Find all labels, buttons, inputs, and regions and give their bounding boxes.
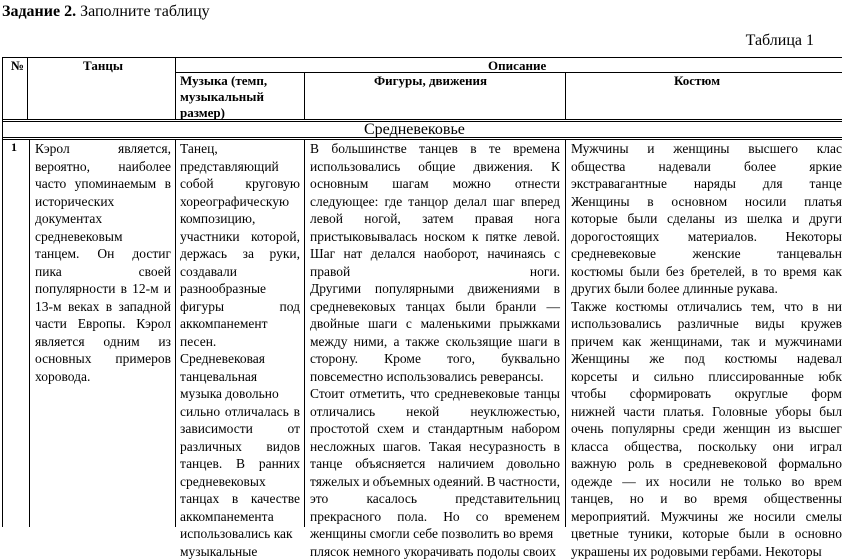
col-header-music xyxy=(180,73,302,121)
costume-line: Мужчины и женщины высшего клас xyxy=(571,140,842,158)
figures-line: Стоит отметить, что средневековые танцы xyxy=(310,385,560,403)
music-line: Танец, xyxy=(180,140,300,158)
music-line: создавали xyxy=(180,263,300,281)
costume-line: дорогостоящих материалов. Некоторы xyxy=(571,228,842,246)
figures-col-border xyxy=(565,72,566,119)
dance-line: документах xyxy=(35,210,171,228)
dance-line: средневековым xyxy=(35,228,171,246)
figures-line: между ними, а также скользящие шаги в xyxy=(310,333,560,351)
num-col-border-a xyxy=(27,57,28,119)
figures-cell xyxy=(310,140,560,560)
music-line: средневековых xyxy=(180,473,300,491)
dance-line: 13-м веках в западной xyxy=(35,298,171,316)
costume-line: класса общества, поскольку они играл xyxy=(571,438,842,456)
dance-col-border-row xyxy=(175,139,176,527)
figures-line: женщины смогли себе позволить во время xyxy=(310,525,560,543)
col-header-costume: Костюм xyxy=(674,73,720,89)
costume-line: общества надевали более яркие xyxy=(571,158,842,176)
costume-line: Женщины же под костюмы надевал xyxy=(571,350,842,368)
dance-line: является одним из xyxy=(35,333,171,351)
table-left-border xyxy=(2,57,3,527)
music-line: зависимости от xyxy=(180,420,300,438)
dance-line: части Европы. Кэрол xyxy=(35,315,171,333)
music-line: Средневековая xyxy=(180,350,300,368)
costume-line: важную роль в средневековой формально xyxy=(571,455,842,473)
costume-line: мероприятий. Мужчины же носили смелы xyxy=(571,508,842,526)
costume-cell xyxy=(571,140,842,560)
costume-line: использовались различные виды кружев xyxy=(571,315,842,333)
music-line: различных видов xyxy=(180,438,300,456)
figures-line: простотой схем и стандартным набором xyxy=(310,420,560,438)
col-header-figures: Фигуры, движения xyxy=(374,73,487,89)
costume-line: костюмы были без бретелей, в то время как xyxy=(571,263,842,281)
costume-line: других были более длинные рукава. xyxy=(571,280,842,298)
num-col-border-b xyxy=(29,139,30,527)
music-header-line: музыкальный xyxy=(180,89,302,105)
music-line: использовались как xyxy=(180,525,300,543)
figures-line: тяжелых и объемных одеяний. В частности, xyxy=(310,473,560,491)
music-cell xyxy=(180,140,300,560)
task-number: Задание 2. xyxy=(2,3,76,20)
music-line: музыка довольно xyxy=(180,385,300,403)
dance-line: исторических xyxy=(35,193,171,211)
table-label: Таблица 1 xyxy=(746,31,814,51)
costume-line: чтобы сформировать округлые форм xyxy=(571,385,842,403)
music-line: танцевальная xyxy=(180,368,300,386)
dance-line: часто упоминаемым в xyxy=(35,175,171,193)
figures-line: сторону. Кроме того, буквально xyxy=(310,350,560,368)
music-header-line: Музыка (темп, xyxy=(180,73,302,89)
figures-line: плясок немного укорачивать подолы своих xyxy=(310,543,560,560)
costume-line: очень популярны среди женщин из высшег xyxy=(571,420,842,438)
dance-line: популярности в 12-м и xyxy=(35,280,171,298)
col-header-num: № xyxy=(11,58,24,74)
figures-line: Шаг нат делался наоборот, начинаясь с xyxy=(310,245,560,263)
costume-line: цветные туники, которые были в основно xyxy=(571,525,842,543)
music-header-line: размер) xyxy=(180,105,302,121)
costume-line: Женщины в основном носили платья xyxy=(571,193,842,211)
figures-line: левой ногой, затем правая нога xyxy=(310,210,560,228)
figures-line: отличались некой неуклюжестью, xyxy=(310,403,560,421)
dance-line: основных примеров xyxy=(35,350,171,368)
figures-line: пристыковывалась носком к пятке левой. xyxy=(310,228,560,246)
figures-line: правой ноги. xyxy=(310,263,560,281)
col-header-description: Описание xyxy=(488,58,546,74)
figures-line: основным шагам можно отнести xyxy=(310,175,560,193)
music-line: аккомпанемент xyxy=(180,315,300,333)
music-line: хореографическую xyxy=(180,193,300,211)
costume-line: украшены их родовыми гербами. Некоторы xyxy=(571,543,842,560)
figures-line: Другими популярными движениями в xyxy=(310,280,560,298)
music-line: представляющий xyxy=(180,158,300,176)
costume-line: корсеты и сильно плиссированные юбк xyxy=(571,368,842,386)
music-line: композицию, xyxy=(180,210,300,228)
table-top-border xyxy=(2,57,842,58)
costume-line: экстравагантные наряды для танце xyxy=(571,175,842,193)
music-col-border xyxy=(304,72,305,119)
costume-line: Также костюмы отличались тем, что в ни xyxy=(571,298,842,316)
dance-line: Кэрол является, xyxy=(35,140,171,158)
dance-line: пика своей xyxy=(35,263,171,281)
costume-line: нижней части платья. Головные уборы был xyxy=(571,403,842,421)
music-col-border-row xyxy=(304,139,305,527)
dance-line: танцем. Он достиг xyxy=(35,245,171,263)
music-line: сильно отличалась в xyxy=(180,403,300,421)
costume-line: танцев, но и во время общественны xyxy=(571,490,842,508)
header-bottom-border xyxy=(2,119,842,120)
music-line: музыкальные xyxy=(180,543,300,560)
music-line: танцев. В ранних xyxy=(180,455,300,473)
figures-line: несложных шагов. Такая несуразность в xyxy=(310,438,560,456)
costume-line: одежде — их носили не только во врем xyxy=(571,473,842,491)
music-line: держась за руки, xyxy=(180,245,300,263)
music-line: участники которой, xyxy=(180,228,300,246)
task-instruction: Заполните таблицу xyxy=(80,3,210,20)
dance-line: вероятно, наиболее xyxy=(35,158,171,176)
music-line: собой круговую xyxy=(180,175,300,193)
music-line: разнообразные xyxy=(180,280,300,298)
music-line: танцах в качестве xyxy=(180,490,300,508)
costume-line: средневековые женские танцевальн xyxy=(571,245,842,263)
dance-table xyxy=(2,57,842,527)
dance-cell xyxy=(35,140,171,385)
dance-line: хоровода. xyxy=(35,368,171,386)
figures-line: средневековых танцах были бранли — xyxy=(310,298,560,316)
section-title: Средневековье xyxy=(364,121,465,139)
figures-line: следующее: где танцор делал шаг вперед xyxy=(310,193,560,211)
task-title xyxy=(2,2,210,22)
dance-col-border xyxy=(175,57,176,119)
figures-line: прекрасного пола. Но со временем xyxy=(310,508,560,526)
figures-line: повсеместно использовались реверансы. xyxy=(310,368,560,386)
figures-line: это касалось представительниц xyxy=(310,490,560,508)
figures-line: двойные шаги с маленькими прыжками xyxy=(310,315,560,333)
costume-line: которые были сделаны из шелка и други xyxy=(571,210,842,228)
music-line: песен. xyxy=(180,333,300,351)
figures-col-border-row xyxy=(565,139,566,527)
figures-line: В большинстве танцев в те времена xyxy=(310,140,560,158)
row-number: 1 xyxy=(11,140,17,154)
figures-line: танце объясняется наличием довольно xyxy=(310,455,560,473)
col-header-dances: Танцы xyxy=(83,58,123,74)
music-line: фигуры под xyxy=(180,298,300,316)
costume-line: причем как женщинами, так и мужчинами xyxy=(571,333,842,351)
figures-line: использовались общие движения. К xyxy=(310,158,560,176)
music-line: аккомпанемента xyxy=(180,508,300,526)
